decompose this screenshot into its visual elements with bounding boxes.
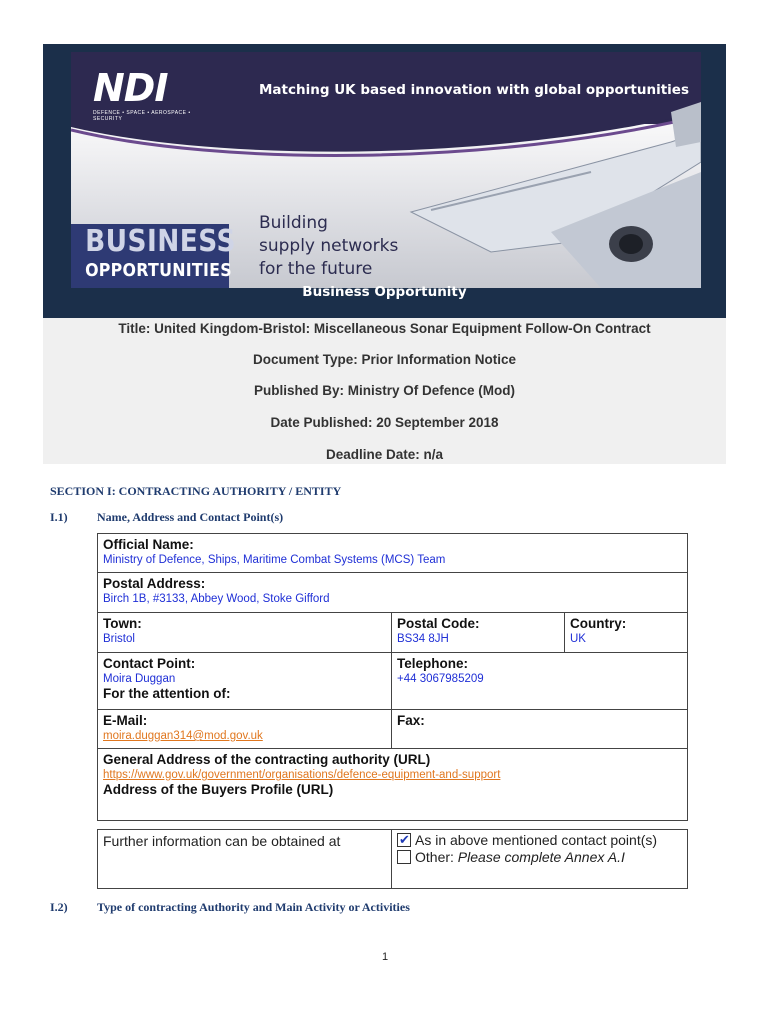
official-name-label: Official Name: bbox=[103, 537, 194, 552]
building-text bbox=[259, 212, 398, 281]
date-published: Date Published: 20 September 2018 bbox=[270, 415, 499, 430]
opportunities-word: OPPORTUNITIES bbox=[85, 260, 232, 281]
town-label: Town: bbox=[103, 616, 142, 631]
fax-label: Fax: bbox=[397, 713, 425, 728]
logo-text: NDI bbox=[93, 66, 168, 110]
telephone-value: +44 3067985209 bbox=[397, 673, 484, 685]
ndi-logo bbox=[93, 68, 205, 122]
official-name-value: Ministry of Defence, Ships, Maritime Combat Systems (MCS) Team bbox=[103, 554, 446, 566]
email-link[interactable]: moira.duggan314@mod.gov.uk bbox=[103, 730, 263, 742]
option-other-prefix: Other: bbox=[415, 849, 458, 865]
email-cell bbox=[97, 709, 392, 749]
contact-point-value: Moira Duggan bbox=[103, 673, 176, 685]
postal-address-label: Postal Address: bbox=[103, 576, 206, 591]
building-line-3: for the future bbox=[259, 259, 373, 279]
buyers-profile-label: Address of the Buyers Profile (URL) bbox=[103, 782, 334, 797]
telephone-cell bbox=[391, 652, 688, 710]
email-label: E-Mail: bbox=[103, 713, 148, 728]
further-info-options-cell bbox=[391, 829, 688, 889]
subsection-number: I.1) bbox=[50, 510, 68, 524]
business-opportunities-block bbox=[71, 224, 236, 288]
published-by: Published By: Ministry Of Defence (Mod) bbox=[253, 383, 516, 398]
checkbox-contact-point[interactable] bbox=[397, 833, 411, 847]
subsection-2-title: Type of contracting Authority and Main Activity or Activities bbox=[97, 900, 410, 914]
postal-address-cell bbox=[97, 572, 688, 613]
notice-summary bbox=[43, 318, 726, 464]
logo-subtext: DEFENCE • SPACE • AEROSPACE • SECURITY bbox=[93, 110, 191, 122]
page-number: 1 bbox=[381, 951, 389, 963]
airplane-icon bbox=[371, 102, 701, 288]
general-address-link[interactable]: https://www.gov.uk/government/organisations/defence-equipment-and-support bbox=[103, 769, 501, 781]
contact-point-cell bbox=[97, 652, 392, 710]
general-address-label: General Address of the contracting authority (URL) bbox=[103, 752, 431, 767]
business-word: BUSINESS bbox=[85, 224, 236, 259]
banner-caption: Business Opportunity bbox=[302, 284, 467, 300]
postal-address-value: Birch 1B, #3133, Abbey Wood, Stoke Gifford bbox=[103, 593, 330, 605]
subsection-2-number: I.2) bbox=[50, 900, 68, 914]
document-type: Document Type: Prior Information Notice bbox=[252, 352, 517, 367]
header-banner bbox=[43, 44, 726, 318]
country-cell bbox=[564, 612, 688, 653]
town-cell bbox=[97, 612, 392, 653]
official-name-cell bbox=[97, 533, 688, 573]
postal-code-label: Postal Code: bbox=[397, 616, 480, 631]
banner-tagline: Matching UK based innovation with global opportunities bbox=[259, 82, 690, 98]
checkbox-other[interactable] bbox=[397, 850, 411, 864]
notice-title: Title: United Kingdom-Bristol: Miscellaneous Sonar Equipment Follow-On Contract bbox=[118, 321, 651, 336]
general-address-cell bbox=[97, 748, 688, 821]
option-other-note: Please complete Annex A.I bbox=[457, 849, 625, 865]
telephone-label: Telephone: bbox=[397, 656, 469, 671]
option-contact-point-label: As in above mentioned contact point(s) bbox=[415, 832, 658, 848]
building-line-1: Building bbox=[259, 213, 328, 233]
postal-code-cell bbox=[391, 612, 565, 653]
subsection-title: Name, Address and Contact Point(s) bbox=[97, 510, 284, 524]
country-value: UK bbox=[570, 633, 586, 645]
deadline-date: Deadline Date: n/a bbox=[325, 447, 444, 462]
option-contact-point bbox=[397, 832, 682, 849]
section-heading: SECTION I: CONTRACTING AUTHORITY / ENTITY bbox=[50, 484, 342, 498]
fax-cell bbox=[391, 709, 688, 749]
attention-label: For the attention of: bbox=[103, 686, 231, 701]
country-label: Country: bbox=[570, 616, 627, 631]
building-line-2: supply networks bbox=[259, 236, 399, 256]
town-value: Bristol bbox=[103, 633, 135, 645]
banner-image bbox=[71, 52, 701, 288]
contact-point-label: Contact Point: bbox=[103, 656, 196, 671]
further-info-label: Further information can be obtained at bbox=[103, 833, 341, 849]
postal-code-value: BS34 8JH bbox=[397, 633, 449, 645]
option-other bbox=[397, 849, 682, 866]
further-info-cell bbox=[97, 829, 392, 889]
